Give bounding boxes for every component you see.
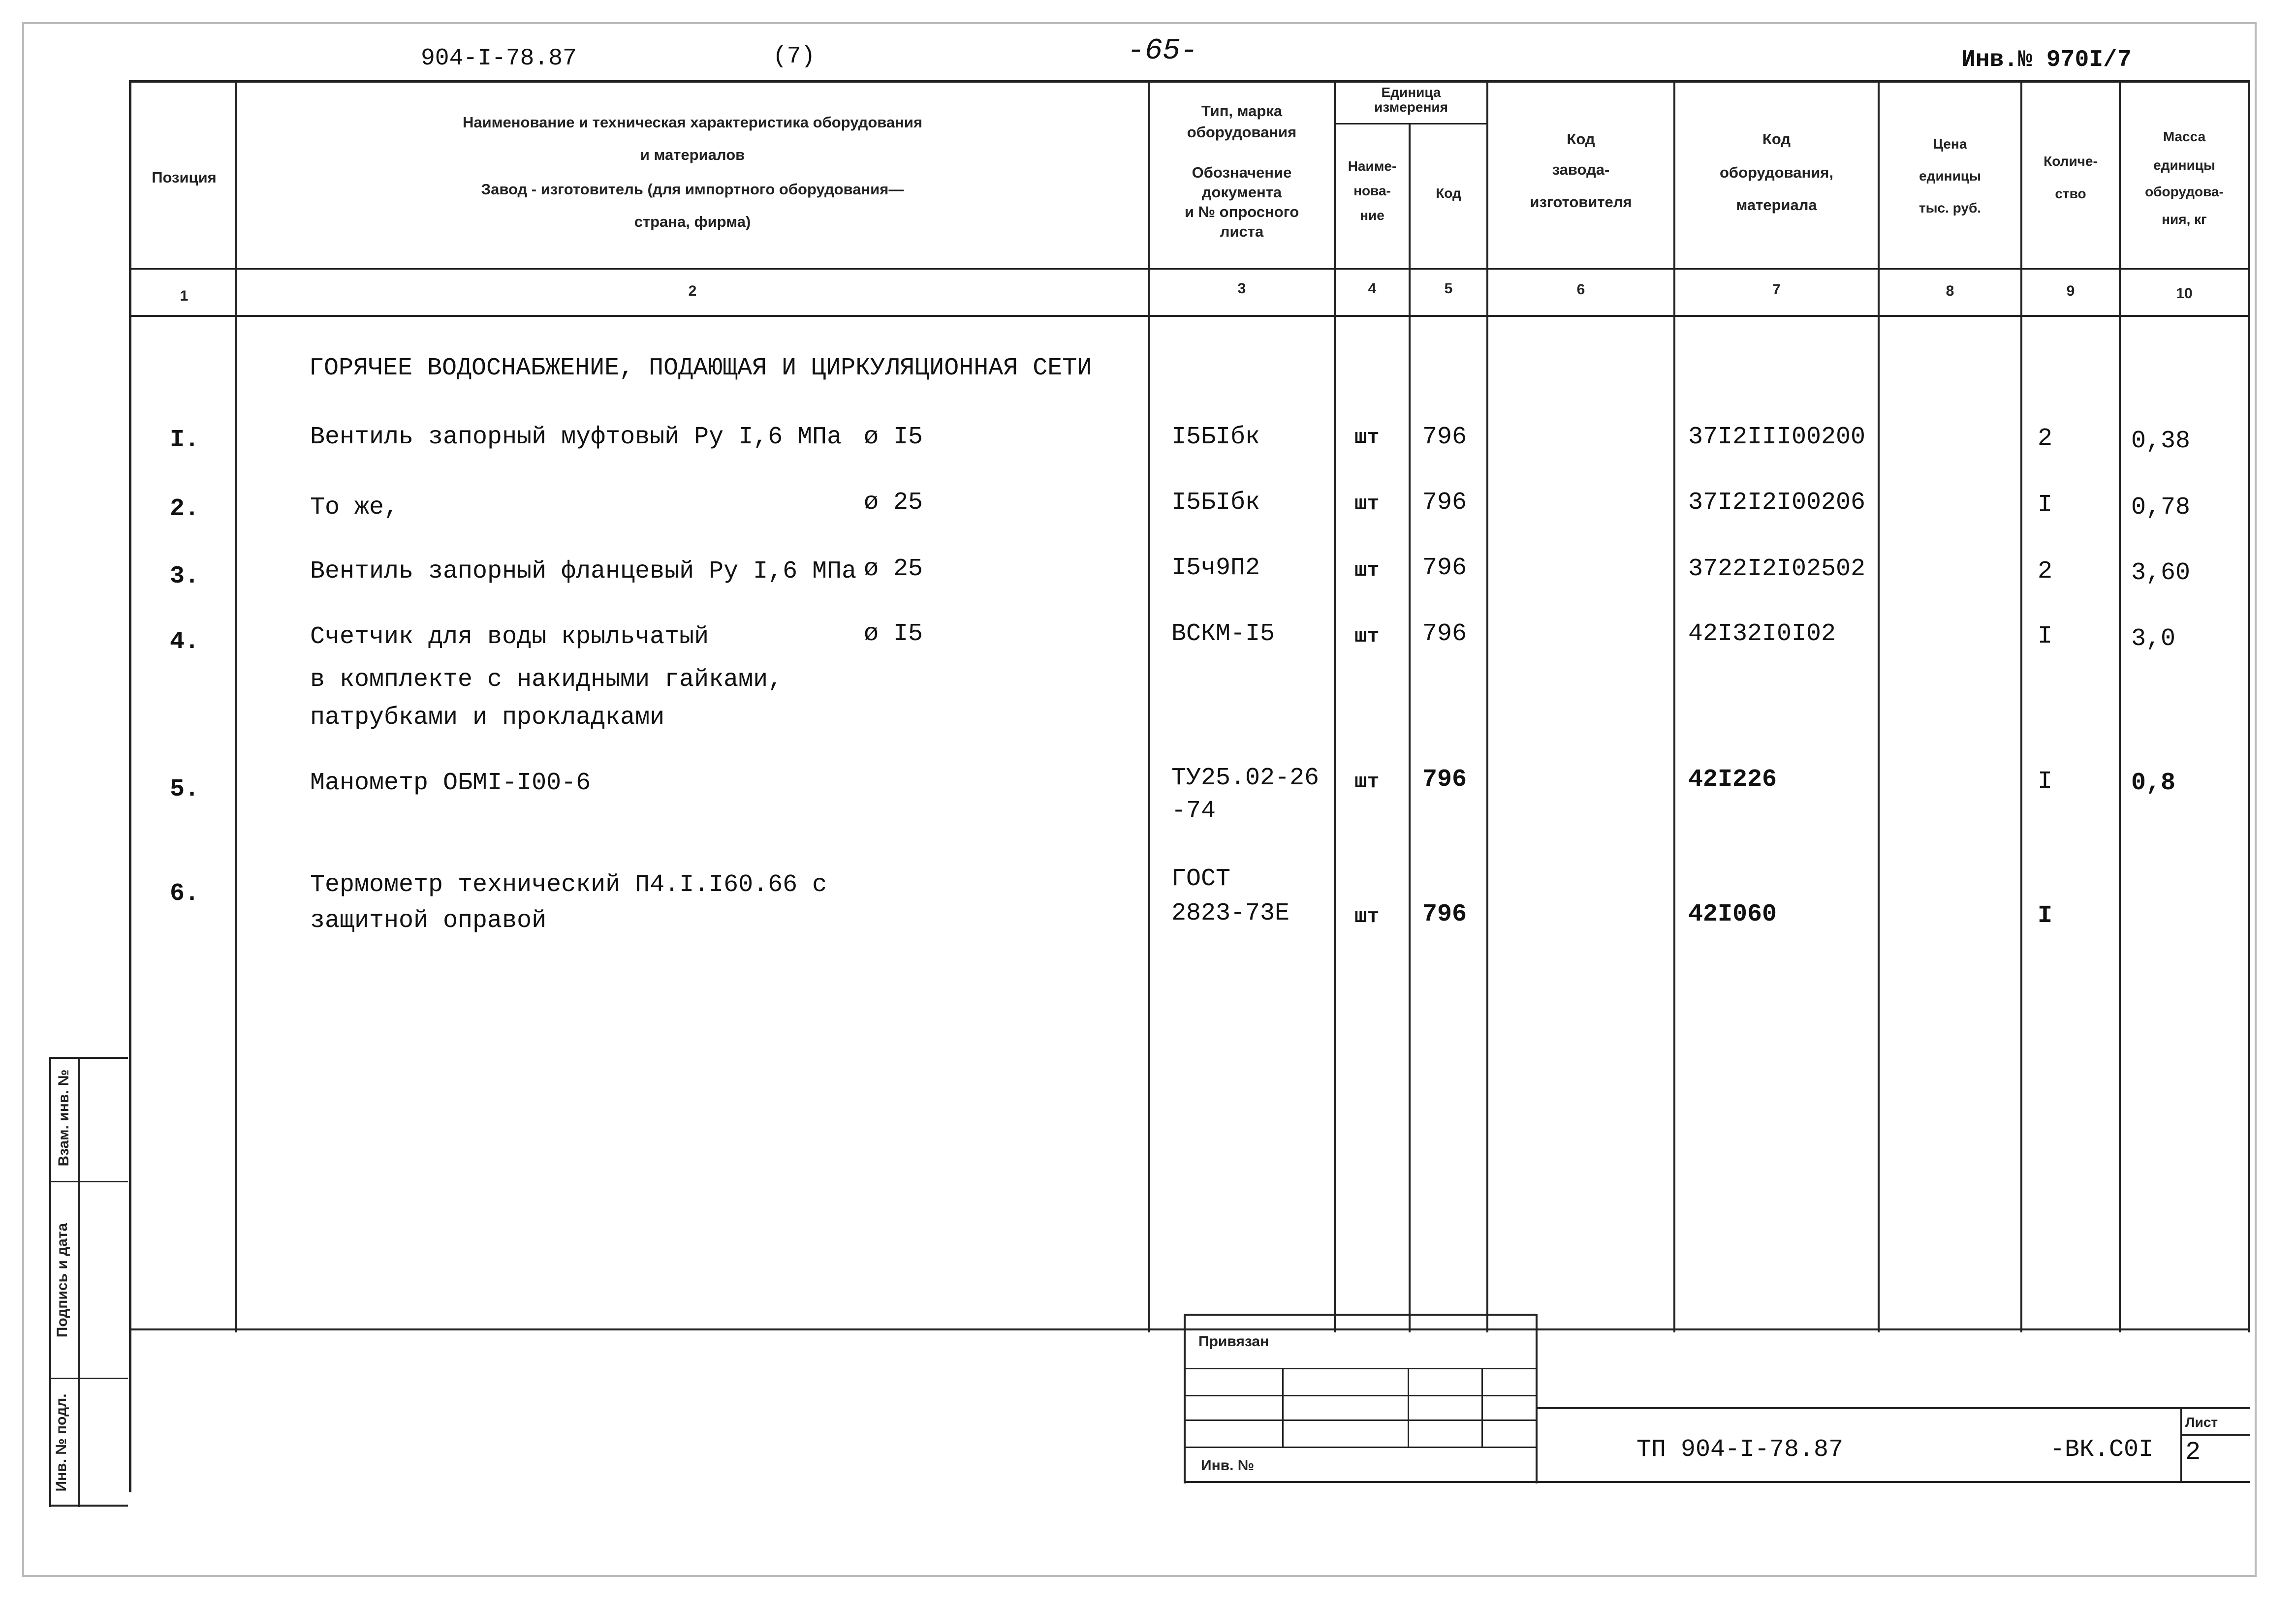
header-type-line1: Тип, марка [1201, 102, 1283, 120]
header-factory-code-line1: Код [1567, 130, 1595, 148]
header-type-line6: листа [1220, 223, 1264, 240]
stamp-attached-label: Привязан [1198, 1333, 1269, 1350]
colnum-10: 10 [2176, 285, 2193, 302]
colnum-3: 3 [1237, 280, 1246, 297]
title-block-top [1536, 1407, 2250, 1409]
row4-unit: шт [1354, 624, 1380, 648]
table-left-border [129, 80, 131, 1492]
row3-unit-code: 796 [1422, 554, 1467, 582]
header-quantity-line2: ство [2055, 186, 2086, 201]
header-name-line1: Наименование и техническая характеристика оборудования [462, 114, 923, 131]
title-block-document-code: ТП 904-I-78.87 [1636, 1436, 1844, 1464]
header-material-code-line3: материала [1736, 196, 1817, 214]
row3-type: I5ч9П2 [1171, 554, 1260, 582]
row6-type-line2: 2823-73Е [1171, 899, 1290, 927]
header-unit-name-line2: нова- [1353, 183, 1391, 198]
row6-unit-code: 796 [1422, 900, 1467, 928]
side-label-signature-date: Подпись и дата [54, 1223, 70, 1338]
row3-material-code: 3722I2I02502 [1688, 555, 1866, 583]
header-mass-line3: оборудова- [2145, 184, 2224, 199]
header-unit-line2: измерения [1374, 99, 1448, 115]
side-panel-row1 [49, 1181, 128, 1182]
header-separator [129, 268, 2250, 270]
colnum-6: 6 [1576, 281, 1585, 298]
sheet-number: 2 [2185, 1438, 2201, 1467]
stamp-inventory-label: Инв. № [1201, 1457, 1255, 1474]
doc-code: 904-I-78.87 [421, 45, 577, 72]
header-name-line2: и материалов [640, 146, 745, 163]
row5-name: Манометр ОБМI-I00-6 [310, 769, 591, 797]
inventory-number: Инв.№ 970I/7 [1961, 47, 2132, 73]
header-type-line4: документа [1201, 184, 1282, 201]
row6-name-line2: защитной оправой [310, 907, 547, 935]
header-unit-name-line1: Наиме- [1348, 158, 1397, 174]
side-panel-row2 [49, 1378, 128, 1379]
side-label-replacement-inv: Взам. инв. № [56, 1069, 72, 1167]
header-mass-line4: ния, кг [2162, 212, 2207, 227]
unit-header-separator [1334, 123, 1486, 124]
stamp-row4 [1184, 1447, 1536, 1448]
row1-name: Вентиль запорный муфтовый Ру I,6 МПа [310, 423, 842, 451]
row4-position: 4. [170, 628, 200, 656]
header-price-line3: тыс. руб. [1919, 200, 1981, 216]
col-line-8 [2020, 80, 2022, 1332]
header-quantity-line1: Количе- [2044, 154, 2098, 169]
colnum-8: 8 [1946, 283, 1954, 299]
colnum-9: 9 [2066, 283, 2075, 299]
row4-material-code: 42I32I0I02 [1688, 620, 1836, 648]
side-panel-top [49, 1057, 128, 1059]
row6-position: 6. [170, 880, 200, 908]
row4-type: ВСКМ-I5 [1171, 620, 1275, 648]
row4-unit-code: 796 [1422, 620, 1467, 648]
header-material-code-line1: Код [1762, 130, 1791, 148]
row5-unit-code: 796 [1422, 766, 1467, 794]
colnum-separator [129, 315, 2250, 317]
col-line-2 [1148, 80, 1150, 1332]
header-factory-code-line2: завода- [1552, 161, 1610, 178]
row5-unit: шт [1354, 770, 1380, 794]
row3-unit: шт [1354, 558, 1380, 582]
row5-position: 5. [170, 775, 200, 803]
bottom-separator [129, 1328, 2250, 1330]
col-line-4 [1409, 123, 1411, 1332]
stamp-left-border [1184, 1314, 1186, 1483]
colnum-4: 4 [1368, 280, 1377, 297]
col-line-3 [1334, 80, 1336, 1332]
row5-mass: 0,8 [2131, 769, 2176, 797]
header-mass-line1: Масса [2163, 129, 2206, 144]
row6-material-code: 42I060 [1688, 900, 1777, 928]
outer-frame-left [22, 22, 24, 1577]
row1-unit: шт [1354, 426, 1380, 449]
row4-mass: 3,0 [2131, 625, 2176, 653]
row2-mass: 0,78 [2131, 494, 2191, 522]
header-price-line2: единицы [1919, 168, 1981, 184]
row6-type: ГОСТ [1171, 865, 1231, 893]
row1-quantity: 2 [2038, 425, 2053, 453]
row2-type: I5БIбк [1171, 489, 1260, 517]
row4-name: Счетчик для воды крыльчатый [310, 623, 709, 651]
stamp-top-border [1184, 1314, 1536, 1316]
row1-type: I5БIбк [1171, 423, 1260, 451]
row3-quantity: 2 [2038, 557, 2053, 586]
row2-material-code: 37I2I2I00206 [1688, 489, 1866, 517]
colnum-7: 7 [1772, 281, 1781, 298]
row5-type-line2: -74 [1171, 797, 1216, 825]
colnum-1: 1 [180, 288, 189, 304]
row6-unit: шт [1354, 905, 1380, 928]
stamp-col2 [1408, 1368, 1409, 1447]
col-line-9 [2119, 80, 2121, 1332]
row3-diameter: ø 25 [864, 555, 923, 583]
stamp-col3 [1481, 1368, 1483, 1447]
row4-name-line2: в комплекте с накидными гайками, [310, 666, 783, 694]
row5-material-code: 42I226 [1688, 766, 1777, 794]
row2-position: 2. [170, 495, 200, 523]
section-title: ГОРЯЧЕЕ ВОДОСНАБЖЕНИЕ, ПОДАЮЩАЯ И ЦИРКУЛЯЦИОННАЯ СЕТИ [309, 354, 1092, 382]
col-line-5 [1486, 80, 1488, 1332]
colnum-5: 5 [1444, 280, 1453, 297]
header-unit-name-line3: ние [1360, 208, 1384, 223]
header-type-line3: Обозначение [1192, 164, 1292, 181]
row3-mass: 3,60 [2131, 559, 2191, 587]
row6-quantity: I [2038, 902, 2053, 930]
row3-position: 3. [170, 562, 200, 590]
header-type-line2: оборудования [1187, 123, 1297, 141]
header-unit-line1: Единица [1381, 85, 1441, 100]
row4-name-line3: патрубками и прокладками [310, 704, 665, 732]
side-label-original-inv: Инв. № подл. [53, 1393, 69, 1492]
stamp-mid-border [1536, 1314, 1538, 1483]
header-factory-code-line3: изготовителя [1530, 193, 1632, 211]
title-block-suffix: -ВК.С0I [2050, 1436, 2154, 1464]
outer-frame-top [22, 22, 2257, 24]
row5-type: ТУ25.02-26 [1171, 764, 1320, 792]
row2-unit: шт [1354, 492, 1380, 516]
stamp-bottom-border [1184, 1481, 2250, 1483]
row1-diameter: ø I5 [864, 423, 923, 451]
outer-frame-right [2255, 22, 2257, 1577]
row4-diameter: ø I5 [864, 620, 923, 648]
col-line-7 [1878, 80, 1880, 1332]
table-top-border [129, 80, 2250, 83]
stamp-col1 [1282, 1368, 1284, 1447]
row2-quantity: I [2038, 491, 2053, 519]
row5-quantity: I [2038, 768, 2053, 796]
sheet-label: Лист [2185, 1415, 2218, 1430]
col-line-6 [1673, 80, 1675, 1332]
sheet-box-left [2180, 1407, 2182, 1481]
header-position: Позиция [152, 169, 217, 186]
row2-unit-code: 796 [1422, 489, 1467, 517]
header-name-line3: Завод - изготовитель (для импортного оборудования— [481, 181, 904, 198]
header-price-line1: Цена [1933, 136, 1967, 152]
row2-diameter: ø 25 [864, 489, 923, 517]
section-number: (7) [773, 43, 816, 70]
header-name-line4: страна, фирма) [634, 213, 751, 230]
col-line-1 [235, 80, 237, 1332]
side-panel-bottom [49, 1505, 128, 1507]
row1-material-code: 37I2III00200 [1688, 423, 1866, 451]
header-mass-line2: единицы [2153, 157, 2215, 173]
row1-position: I. [170, 426, 200, 454]
row1-unit-code: 796 [1422, 423, 1467, 451]
outer-frame-bottom [22, 1575, 2257, 1577]
colnum-2: 2 [688, 283, 697, 299]
side-panel-divider [78, 1057, 80, 1507]
row3-name: Вентиль запорный фланцевый Ру I,6 МПа [310, 557, 857, 586]
row6-name: Термометр технический П4.I.I60.66 с [310, 871, 827, 899]
page-number: -65- [1127, 34, 1198, 68]
side-panel-left [49, 1057, 51, 1507]
row2-name: То же, [310, 494, 399, 522]
header-unit-code: Код [1436, 185, 1461, 201]
row4-quantity: I [2038, 622, 2053, 650]
header-material-code-line2: оборудования, [1719, 164, 1833, 181]
header-type-line5: и № опросного [1184, 203, 1299, 220]
row1-mass: 0,38 [2131, 427, 2191, 455]
